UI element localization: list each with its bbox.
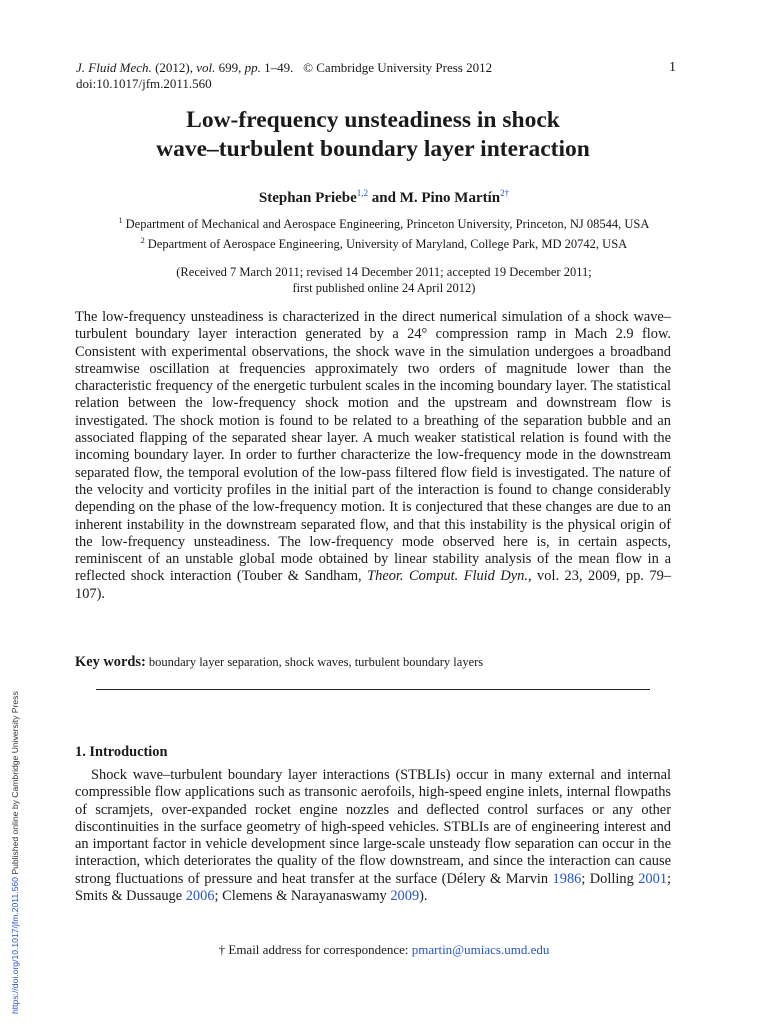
journal-header bbox=[76, 60, 676, 92]
abstract bbox=[75, 309, 671, 603]
section-heading-introduction: 1. Introduction bbox=[75, 744, 168, 760]
affiliation-1-text: Department of Mechanical and Aerospace Engineering, Princeton University, Princeton, NJ 08544, USA bbox=[125, 217, 650, 232]
journal-year: (2012), bbox=[155, 60, 193, 75]
author-2-affiliation-link[interactable]: 2† bbox=[500, 188, 510, 198]
introduction-paragraph bbox=[75, 767, 671, 905]
journal-name: J. Fluid Mech. bbox=[76, 60, 152, 75]
pages-label: pp. bbox=[244, 60, 261, 75]
author-name-2: M. Pino Martín bbox=[399, 190, 501, 206]
affiliation-1-number: 1 bbox=[118, 216, 123, 225]
affiliation-2-number: 2 bbox=[140, 236, 145, 245]
section-divider bbox=[96, 689, 650, 690]
abstract-tail: , vol. 23, 2009, pp. 79–107). bbox=[75, 568, 671, 602]
intro-text-e: ). bbox=[419, 888, 428, 905]
intro-text-d: ; Clemens & Narayanaswamy bbox=[214, 888, 391, 905]
sidebar-doi-link[interactable]: https://doi.org/10.1017/jfm.2011.560 bbox=[10, 877, 20, 1014]
received-dates bbox=[0, 264, 768, 296]
correspondence-footnote bbox=[0, 942, 768, 958]
keywords-label: Key words: bbox=[75, 654, 146, 670]
intro-text-b: ; Dolling bbox=[581, 870, 639, 887]
volume-label: vol. bbox=[196, 60, 216, 75]
citation-line bbox=[76, 60, 676, 76]
affiliation-2 bbox=[0, 236, 768, 252]
abstract-journal-reference: Theor. Comput. Fluid Dyn. bbox=[367, 568, 528, 585]
affiliation-2-text: Department of Aerospace Engineering, University of Maryland, College Park, MD 20742, USA bbox=[147, 237, 628, 252]
author-conjunction: and bbox=[371, 190, 396, 206]
intro-text-a: Shock wave–turbulent boundary layer interactions (STBLIs) occur in many external and internal compressible flow applications such as transonic aerofoils, high-speed engine inlets, internal flowpaths of scramjets, over-expanded rocket engine nozzles and deflected control surfaces or any other discontinuities in the surface geometry of high-speed vehicles. STBLIs are of engineering interest and an important factor in vehicle development since large-scale unsteady flow separation can occur in the interaction, which deteriorates the quality of the flow downstream, and since the interaction can cause strong fluctuations of pressure and heat transfer at the surface (Délery & Marvin bbox=[75, 767, 671, 887]
copyright-notice: © Cambridge University Press 2012 bbox=[303, 60, 493, 75]
abstract-body: The low-frequency unsteadiness is characterized in the direct numerical simulation of a shock wave–turbulent boundary layer interaction generated by a 24° compression ramp in Mach 2.9 flow. Consistent with experimental observations, the shock wave in the simulation undergoes a broadband streamwise oscillation at frequencies approximately two orders of magnitude lower than the characteristic frequency of the energetic turbulent scales in the incoming boundary layer. The statistical relation between the low-frequency shock motion and the upstream and downstream flow is investigated. The shock motion is found to be related to a breathing of the separation bubble and an associated flapping of the separated shear layer. A much weaker statistical relation is found with the incoming boundary layer. In order to further characterize the low-frequency mode in the downstream separated flow, the temporal evolution of the low-pass filtered flow field is investigated. The nature of the velocity and vorticity profiles in the initial part of the interaction is found to change considerably depending on the phase of the low-frequency motion. It is conjectured that these changes are due to an inherent instability in the downstream separated flow, and that this instability is the physical origin of the low-frequency unsteadiness. The low-frequency mode observed here is, in certain aspects, reminiscent of an unstable global mode obtained by linear stability analysis of the mean flow in a reflected shock interaction (Touber & Sandham, bbox=[75, 309, 671, 585]
footnote-text: † Email address for correspondence: bbox=[218, 942, 409, 957]
received-line-2: first published online 24 April 2012) bbox=[292, 281, 476, 295]
paper-title bbox=[60, 106, 686, 164]
volume-number: 699, bbox=[218, 60, 242, 75]
received-line-1: (Received 7 March 2011; revised 14 December 2011; accepted 19 December 2011; bbox=[176, 265, 592, 279]
sidebar-text: Published online by Cambridge University Press bbox=[10, 691, 20, 875]
page-range: 1–49. bbox=[264, 60, 294, 75]
title-line-2: wave–turbulent boundary layer interaction bbox=[156, 136, 590, 162]
author-name-1: Stephan Priebe bbox=[258, 190, 357, 206]
citation-link-2009[interactable]: 2009 bbox=[390, 888, 420, 905]
publisher-sidebar bbox=[10, 691, 20, 1014]
author-1-affiliation-link[interactable]: 1,2 bbox=[356, 188, 369, 198]
intro-text-c: ; Smits & Dussauge bbox=[75, 870, 672, 905]
affiliation-1 bbox=[0, 216, 768, 232]
citation-link-2006[interactable]: 2006 bbox=[185, 888, 215, 905]
keywords-text: boundary layer separation, shock waves, turbulent boundary layers bbox=[148, 655, 484, 669]
author-list bbox=[0, 188, 768, 207]
keywords bbox=[75, 654, 483, 671]
page-number: 1 bbox=[669, 60, 676, 75]
citation-link-1986[interactable]: 1986 bbox=[552, 870, 582, 887]
article-doi: doi:10.1017/jfm.2011.560 bbox=[76, 76, 212, 91]
correspondence-email-link[interactable]: pmartin@umiacs.umd.edu bbox=[411, 942, 550, 957]
title-line-1: Low-frequency unsteadiness in shock bbox=[186, 107, 560, 133]
citation-link-2001[interactable]: 2001 bbox=[638, 870, 668, 887]
